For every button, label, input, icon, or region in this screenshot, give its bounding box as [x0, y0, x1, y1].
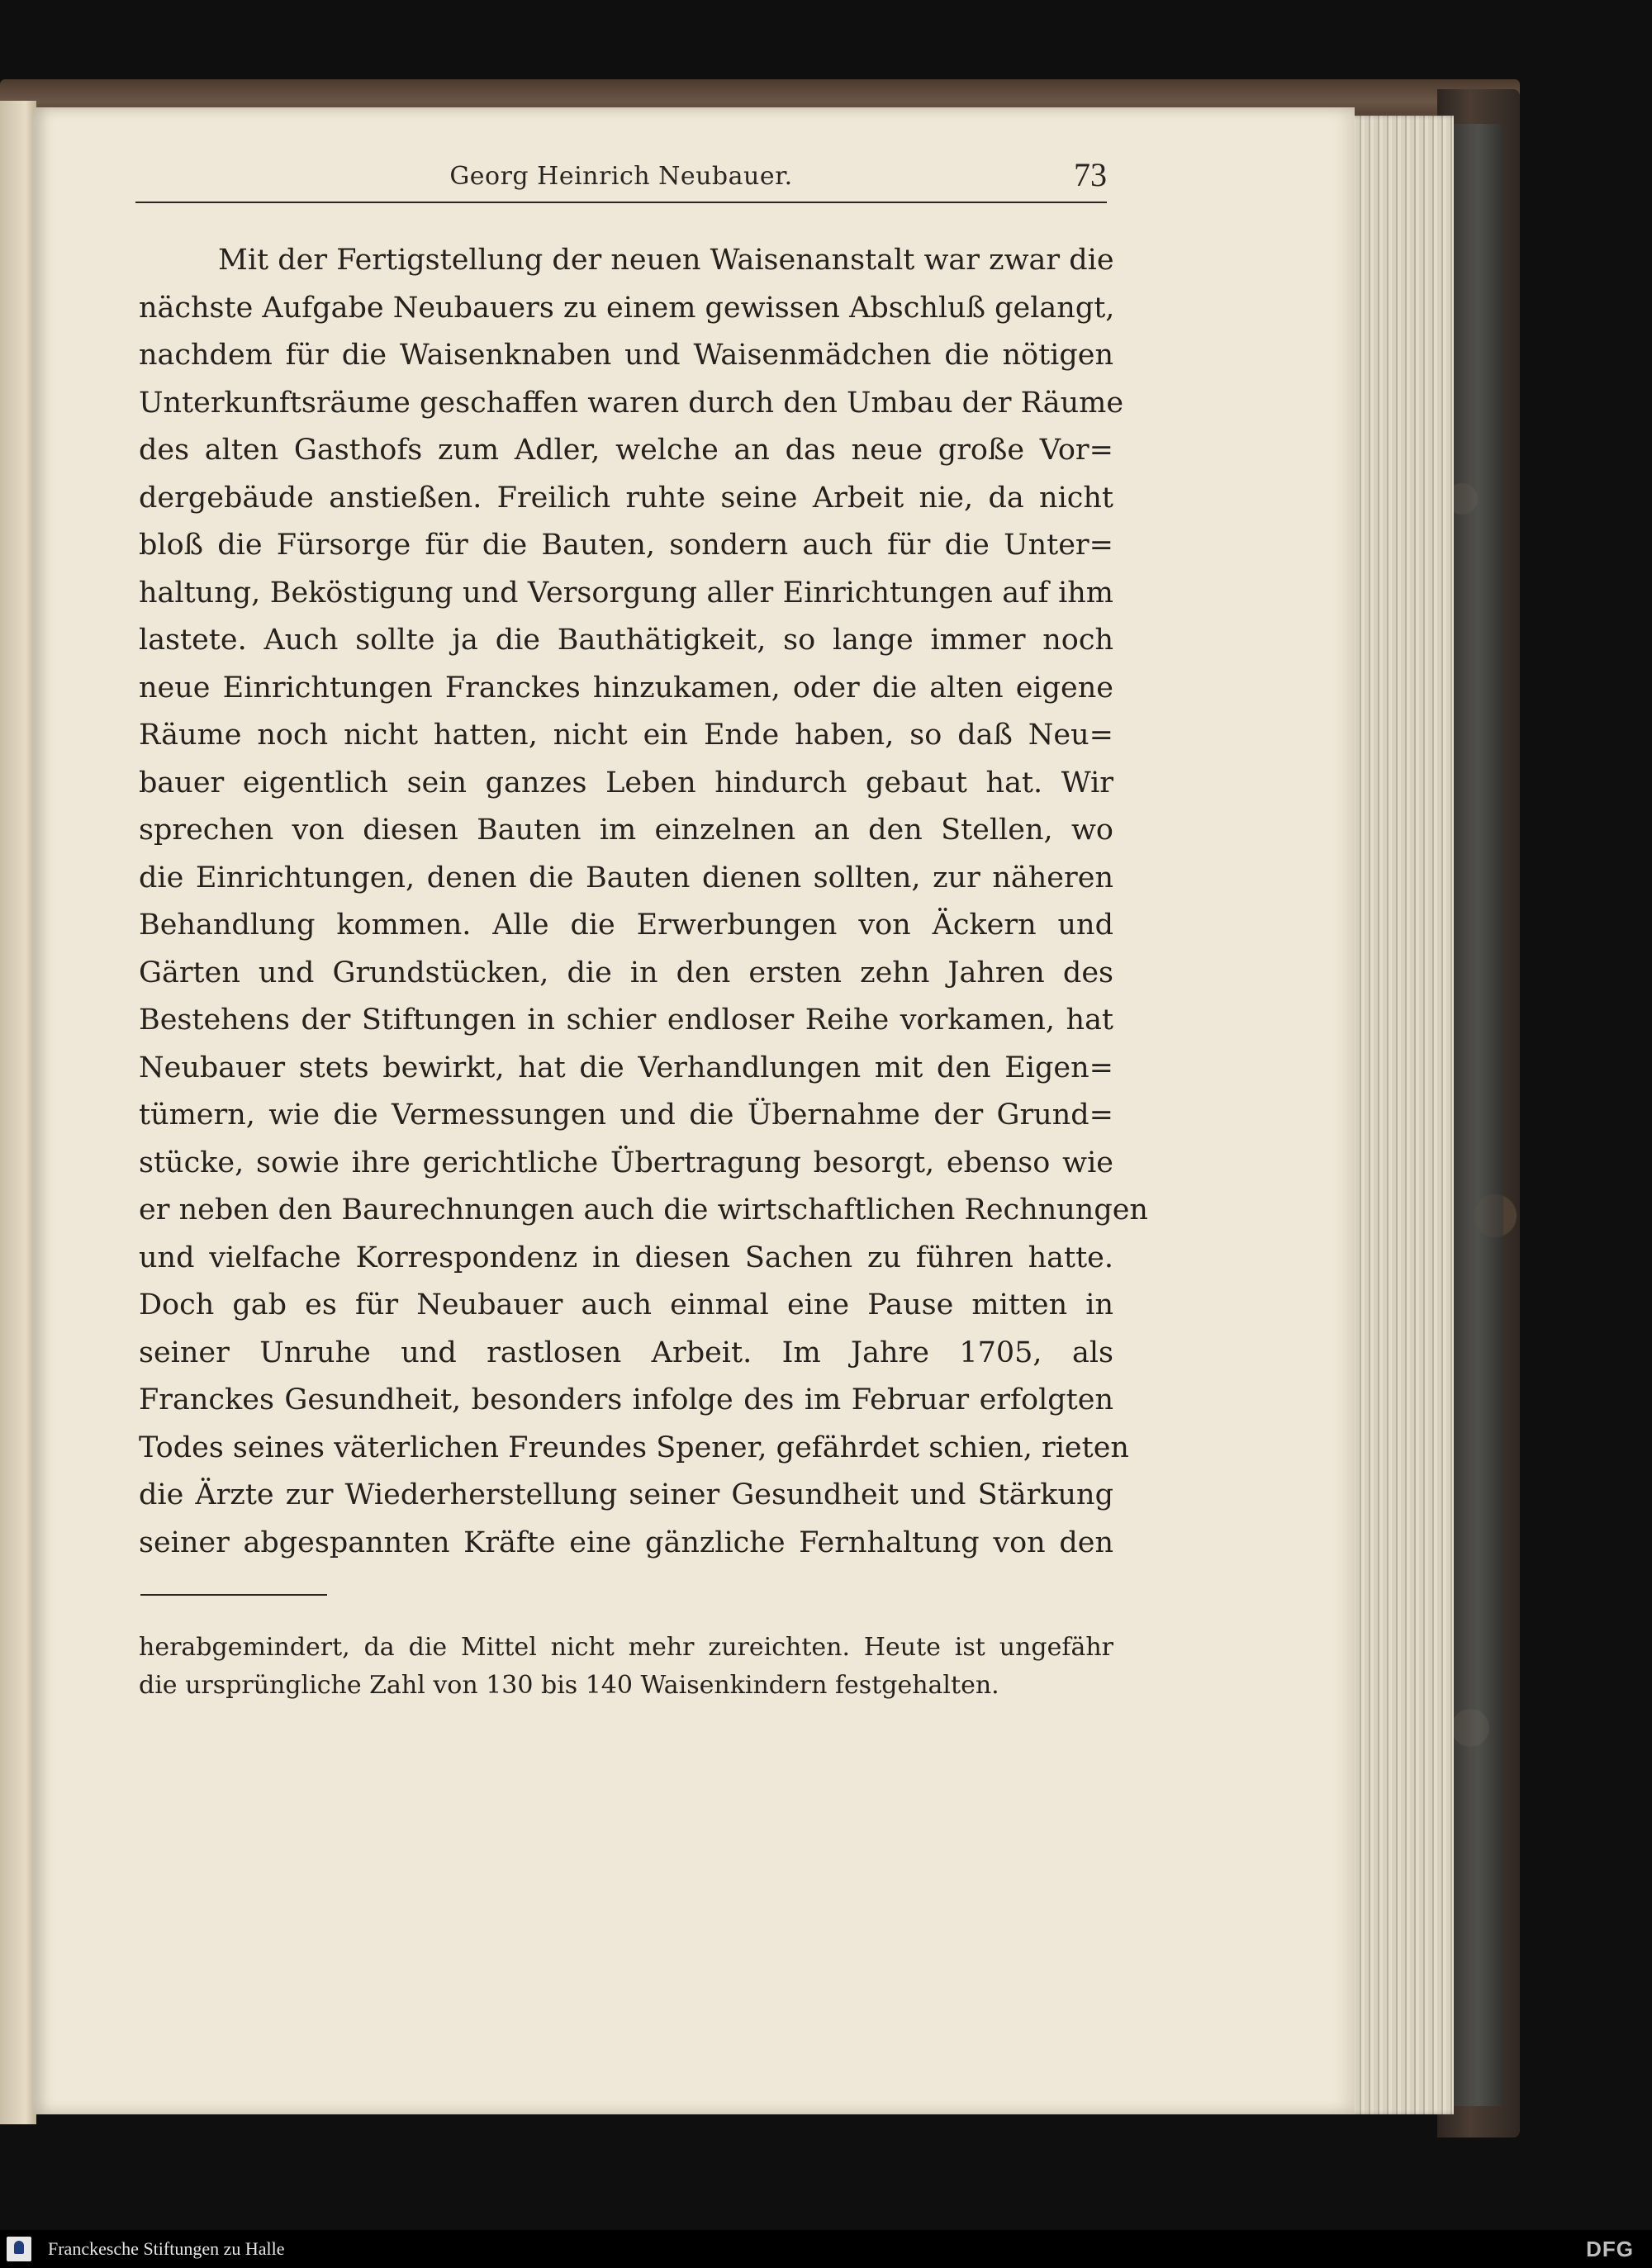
- book-cover-cloth-strip: [1454, 124, 1503, 2106]
- text-line: Mit der Fertigstellung der neuen Waisenanstalt war zwar die: [218, 244, 1114, 277]
- footnotes: [139, 1629, 1113, 1705]
- text-line: Behandlung kommen. Alle die Erwerbungen von Äckern und: [139, 909, 1113, 942]
- footnote-line: herabgemindert, da die Mittel nicht mehr zureichten. Heute ist ungefähr: [139, 1633, 1113, 1662]
- institution-logo-icon: [7, 2237, 31, 2261]
- text-line: bauer eigentlich sein ganzes Leben hindurch gebaut hat. Wir: [139, 766, 1113, 799]
- text-line: Franckes Gesundheit, besonders infolge des im Februar erfolgten: [139, 1383, 1113, 1416]
- viewer-footer: [0, 2230, 1652, 2268]
- text-line: Todes seines väterlichen Freundes Spener, gefährdet schien, rieten: [139, 1431, 1129, 1464]
- text-line: lastete. Auch sollte ja die Bauthätigkeit, so lange immer noch: [139, 624, 1113, 657]
- text-line: die Einrichtungen, denen die Bauten dienen sollten, zur näheren: [139, 861, 1113, 894]
- text-line: Doch gab es für Neubauer auch einmal eine Pause mitten in: [139, 1288, 1113, 1321]
- page-stack-edge: [1346, 116, 1454, 2114]
- text-line: sprechen von diesen Bauten im einzelnen an den Stellen, wo: [139, 814, 1113, 847]
- text-line: er neben den Baurechnungen auch die wirtschaftlichen Rechnungen: [139, 1193, 1148, 1227]
- page-number: 73: [1074, 156, 1107, 193]
- text-line: Unterkunftsräume geschaffen waren durch den Umbau der Räume: [139, 386, 1124, 420]
- text-line: seiner Unruhe und rastlosen Arbeit. Im Jahre 1705, als: [139, 1336, 1113, 1369]
- text-line: und vielfache Korrespondenz in diesen Sachen zu führen hatte.: [139, 1241, 1113, 1274]
- text-line: dergebäude anstießen. Freilich ruhte seine Arbeit nie, da nicht: [139, 481, 1113, 515]
- footnote-rule: [140, 1594, 327, 1596]
- text-line: die Ärzte zur Wiederherstellung seiner Gesundheit und Stärkung: [139, 1478, 1113, 1511]
- facing-page-edge: [0, 101, 36, 2124]
- text-line: nächste Aufgabe Neubauers zu einem gewissen Abschluß gelangt,: [139, 291, 1115, 325]
- text-line: tümern, wie die Vermessungen und die Übernahme der Grund=: [139, 1098, 1113, 1132]
- text-line: des alten Gasthofs zum Adler, welche an das neue große Vor=: [139, 434, 1113, 467]
- text-line: Bestehens der Stiftungen in schier endloser Reihe vorkamen, hat: [139, 1004, 1113, 1037]
- running-title: Georg Heinrich Neubauer.: [449, 162, 793, 191]
- text-line: seiner abgespannten Kräfte eine gänzliche Fernhaltung von den: [139, 1525, 1113, 1559]
- text-line: Räume noch nicht hatten, nicht ein Ende haben, so daß Neu=: [139, 719, 1113, 752]
- footnote-line: die ursprüngliche Zahl von 130 bis 140 Waisenkindern festgehalten.: [139, 1671, 999, 1700]
- running-head: [135, 154, 1107, 203]
- text-line: Neubauer stets bewirkt, hat die Verhandlungen mit den Eigen=: [139, 1051, 1113, 1084]
- text-line: bloß die Fürsorge für die Bauten, sondern auch für die Unter=: [139, 529, 1113, 562]
- text-line: Gärten und Grundstücken, die in den ersten zehn Jahren des: [139, 956, 1113, 989]
- text-line: stücke, sowie ihre gerichtliche Übertragung besorgt, ebenso wie: [139, 1146, 1113, 1179]
- footer-institution-label: Franckesche Stiftungen zu Halle: [48, 2238, 285, 2259]
- footer-funder-label: DFG: [1586, 2237, 1634, 2261]
- text-line: neue Einrichtungen Franckes hinzukamen, oder die alten eigene: [139, 671, 1113, 705]
- body-text: [139, 237, 1148, 1567]
- text-line: haltung, Beköstigung und Versorgung aller Einrichtungen auf ihm: [139, 576, 1113, 610]
- text-line: nachdem für die Waisenknaben und Waisenmädchen die nötigen: [139, 339, 1113, 372]
